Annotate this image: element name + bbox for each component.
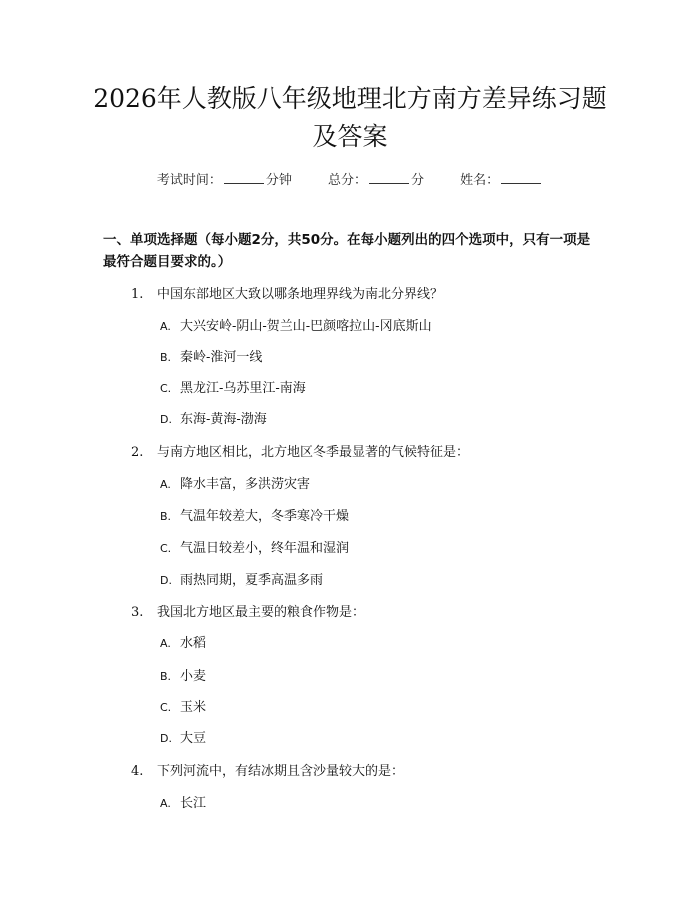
option-letter: B.	[160, 670, 172, 683]
question-2-option-d[interactable]	[160, 569, 323, 588]
question-number: 4.	[131, 764, 144, 779]
option-letter: D.	[160, 413, 172, 426]
option-text: 大兴安岭-阴山-贺兰山-巴颜喀拉山-冈底斯山	[180, 319, 432, 334]
question-number: 2.	[131, 445, 144, 460]
option-text: 长江	[180, 796, 207, 811]
question-2-option-c[interactable]	[160, 537, 349, 556]
exam-time	[157, 169, 292, 188]
question-2-option-a[interactable]	[160, 473, 310, 492]
option-letter: D.	[160, 574, 172, 587]
option-text: 秦岭-淮河一线	[180, 350, 263, 365]
question-3-option-a[interactable]	[160, 632, 206, 651]
exam-time-blank[interactable]	[224, 171, 264, 184]
question-2	[131, 441, 469, 460]
document-title: 2026年人教版八年级地理北方南方差异练习题及答案	[93, 84, 607, 151]
question-2-option-b[interactable]	[160, 505, 349, 524]
student-name-blank[interactable]	[501, 171, 541, 184]
question-3	[131, 601, 365, 620]
question-4	[131, 760, 404, 779]
option-text: 降水丰富，多洪涝灾害	[180, 477, 311, 492]
option-letter: C.	[160, 542, 172, 555]
question-3-option-d[interactable]	[160, 727, 206, 746]
exam-time-label: 考试时间：	[156, 173, 222, 188]
option-text: 雨热同期，夏季高温多雨	[180, 573, 324, 588]
option-text: 大豆	[180, 731, 207, 746]
option-letter: A.	[160, 478, 171, 491]
section-heading: 一、单项选择题（每小题2分，共50分。在每小题列出的四个选项中，只有一项是最符合题目要求的。）	[103, 232, 591, 270]
option-letter: A.	[160, 797, 171, 810]
option-text: 水稻	[180, 636, 207, 651]
question-number: 3.	[131, 605, 144, 620]
question-3-option-b[interactable]	[160, 665, 206, 684]
question-text: 下列河流中，有结冰期且含沙量较大的是：	[157, 764, 405, 779]
option-text: 东海-黄海-渤海	[180, 412, 267, 427]
question-3-option-c[interactable]	[160, 696, 206, 715]
option-letter: B.	[160, 351, 172, 364]
exam-score	[328, 169, 424, 188]
question-number: 1.	[131, 287, 144, 302]
option-letter: D.	[160, 732, 172, 745]
question-text: 我国北方地区最主要的粮食作物是：	[157, 605, 366, 620]
option-letter: B.	[160, 510, 172, 523]
student-name	[460, 169, 543, 188]
exam-time-unit: 分钟	[265, 173, 292, 188]
option-text: 黑龙江-乌苏里江-南海	[180, 381, 306, 396]
option-letter: A.	[160, 320, 171, 333]
student-name-label: 姓名：	[460, 173, 500, 188]
question-text: 中国东部地区大致以哪条地理界线为南北分界线？	[157, 287, 444, 302]
question-1-option-a[interactable]	[160, 315, 432, 334]
question-1-option-c[interactable]	[160, 377, 306, 396]
exam-score-label: 总分：	[327, 173, 367, 188]
option-letter: C.	[160, 382, 172, 395]
option-text: 气温年较差大，冬季寒冷干燥	[180, 509, 350, 524]
exam-score-unit: 分	[411, 173, 425, 188]
question-1-option-d[interactable]	[160, 408, 267, 427]
question-1-option-b[interactable]	[160, 346, 262, 365]
option-text: 气温日较差小，终年温和湿润	[180, 541, 350, 556]
option-text: 玉米	[180, 700, 207, 715]
exam-info-bar	[0, 169, 700, 188]
option-letter: A.	[160, 637, 171, 650]
question-text: 与南方地区相比，北方地区冬季最显著的气候特征是：	[157, 445, 470, 460]
question-4-option-a[interactable]	[160, 792, 206, 811]
option-letter: C.	[160, 701, 172, 714]
question-1	[131, 283, 443, 302]
exam-score-blank[interactable]	[369, 171, 409, 184]
option-text: 小麦	[180, 669, 207, 684]
